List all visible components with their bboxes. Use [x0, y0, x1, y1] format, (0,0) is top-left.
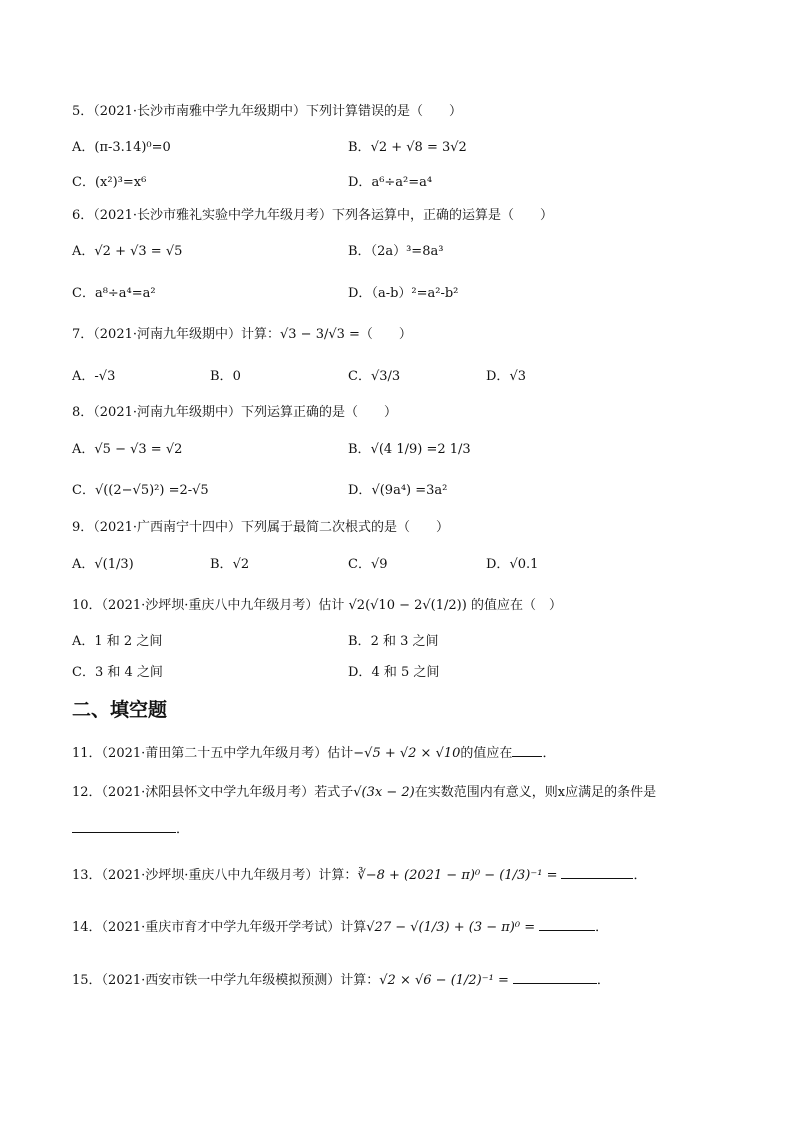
option-text: √(4 1/9) =2 1/3 [370, 442, 471, 457]
option-letter: B． [210, 369, 233, 384]
q9-option-c [348, 555, 388, 575]
q7-option-c [348, 367, 400, 387]
option-letter: B． [348, 442, 371, 457]
question-5-stem: 5．（2021·长沙市南雅中学九年级期中）下列计算错误的是（ ） [72, 104, 462, 119]
section-heading: 二、填空题 [72, 699, 168, 721]
option-letter: D． [348, 483, 372, 498]
question-11-end: ． [542, 746, 556, 761]
question-12-expr: √(3x − 2) [353, 785, 415, 800]
option-text: (π-3.14)⁰=0 [94, 140, 171, 155]
q10-option-d [348, 663, 439, 683]
q8-option-b [348, 440, 471, 460]
question-14-end: ． [595, 920, 609, 935]
option-letter: D． [348, 665, 372, 680]
answer-blank[interactable] [561, 866, 633, 879]
q6-option-a [72, 242, 182, 262]
option-text: √0.1 [509, 557, 539, 572]
question-13-prefix: 13．（2021·沙坪坝·重庆八中九年级月考）计算： [72, 868, 358, 883]
answer-blank[interactable] [72, 820, 176, 833]
question-12-end: ． [176, 822, 190, 837]
q5-option-d [348, 173, 432, 193]
option-text: 1 和 2 之间 [94, 634, 163, 649]
option-text: √3 [509, 369, 526, 384]
q5-option-b [348, 138, 467, 158]
option-letter: A． [72, 442, 95, 457]
option-text: √2 [232, 557, 250, 572]
question-13-end: ． [633, 868, 647, 883]
question-15 [72, 971, 610, 991]
q6-option-d [348, 284, 458, 304]
option-letter: B． [348, 634, 371, 649]
question-14 [72, 918, 608, 938]
option-text: （a-b）²=a²-b² [371, 286, 459, 301]
option-text: √2 + √8 = 3√2 [370, 140, 467, 155]
q6-option-b [348, 242, 443, 262]
option-text: √3/3 [370, 369, 401, 384]
q9-option-b [210, 555, 249, 575]
question-15-prefix: 15．（2021·西安市铁一中学九年级模拟预测）计算： [72, 973, 380, 988]
question-12-answer-line [72, 820, 189, 840]
question-8-stem: 8．（2021·河南九年级期中）下列运算正确的是（ ） [72, 405, 397, 420]
question-13 [72, 866, 647, 886]
q5-option-c [72, 173, 146, 193]
option-text: 0 [232, 369, 241, 384]
q9-option-d [486, 555, 538, 575]
question-15-expr: √2 × √6 − (1/2)⁻¹ = [379, 973, 509, 988]
option-text: √(1/3) [94, 557, 134, 572]
answer-blank[interactable] [512, 744, 542, 757]
option-text: √5 − √3 = √2 [94, 442, 183, 457]
question-11-suffix: 的值应在 [460, 746, 513, 761]
option-letter: C． [72, 483, 95, 498]
q9-option-a [72, 555, 134, 575]
q7-option-a [72, 367, 115, 387]
question-14-prefix: 14．（2021·重庆市育才中学九年级开学考试）计算 [72, 920, 367, 935]
question-7-stem: 7．（2021·河南九年级期中）计算：√3 − 3/√3 =（ ） [72, 327, 412, 342]
option-letter: C． [72, 665, 95, 680]
question-11-prefix: 11．（2021·莆田第二十五中学九年级月考）估计 [72, 746, 354, 761]
question-13-expr: ∛−8 + (2021 − π)⁰ − (1/3)⁻¹ = [357, 868, 558, 883]
option-letter: A． [72, 369, 95, 384]
q8-option-a [72, 440, 182, 460]
option-letter: C． [348, 557, 371, 572]
q10-option-b [348, 632, 439, 652]
option-letter: B． [348, 244, 371, 259]
option-letter: D． [486, 557, 510, 572]
option-text: √((2−√5)²) =2-√5 [94, 483, 209, 498]
q10-option-a [72, 632, 162, 652]
question-11 [72, 744, 555, 764]
option-letter: C． [348, 369, 371, 384]
option-letter: D． [486, 369, 510, 384]
q8-option-d [348, 481, 447, 501]
option-text: 4 和 5 之间 [371, 665, 440, 680]
q7-option-b [210, 367, 241, 387]
option-text: (x²)³=x⁶ [94, 175, 147, 190]
option-text: （2a）³=8a³ [370, 244, 444, 259]
question-14-expr: √27 − √(1/3) + (3 − π)⁰ = [366, 920, 536, 935]
question-9-stem: 9．（2021·广西南宁十四中）下列属于最简二次根式的是（ ） [72, 520, 449, 535]
option-text: a⁸÷a⁴=a² [94, 286, 156, 301]
option-letter: A． [72, 557, 95, 572]
option-text: 2 和 3 之间 [370, 634, 439, 649]
question-15-end: ． [596, 973, 610, 988]
option-text: a⁶÷a²=a⁴ [371, 175, 433, 190]
question-12 [72, 783, 656, 803]
option-text: 3 和 4 之间 [94, 665, 163, 680]
option-text: √2 + √3 = √5 [94, 244, 183, 259]
question-12-prefix: 12．（2021·沭阳县怀文中学九年级月考）若式子 [72, 785, 354, 800]
answer-blank[interactable] [539, 918, 595, 931]
q5-option-a [72, 138, 171, 158]
option-text: √9 [370, 557, 388, 572]
option-letter: C． [72, 286, 95, 301]
option-letter: A． [72, 140, 95, 155]
option-letter: D． [348, 286, 372, 301]
option-letter: B． [210, 557, 233, 572]
answer-blank[interactable] [513, 971, 597, 984]
q8-option-c [72, 481, 209, 501]
option-text: -√3 [94, 369, 116, 384]
option-letter: C． [72, 175, 95, 190]
question-12-suffix: 在实数范围内有意义，则x应满足的条件是 [414, 785, 657, 800]
q10-option-c [72, 663, 163, 683]
question-11-expr: −√5 + √2 × √10 [353, 746, 461, 761]
option-text: √(9a⁴) =3a² [371, 483, 448, 498]
option-letter: B． [348, 140, 371, 155]
option-letter: D． [348, 175, 372, 190]
option-letter: A． [72, 244, 95, 259]
question-6-stem: 6．（2021·长沙市雅礼实验中学九年级月考）下列各运算中，正确的运算是（ ） [72, 208, 553, 223]
option-letter: A． [72, 634, 95, 649]
q7-option-d [486, 367, 526, 387]
question-10-stem: 10．（2021·沙坪坝·重庆八中九年级月考）估计 √2(√10 − 2√(1/2)) 的值应在（ ） [72, 598, 562, 613]
q6-option-c [72, 284, 156, 304]
